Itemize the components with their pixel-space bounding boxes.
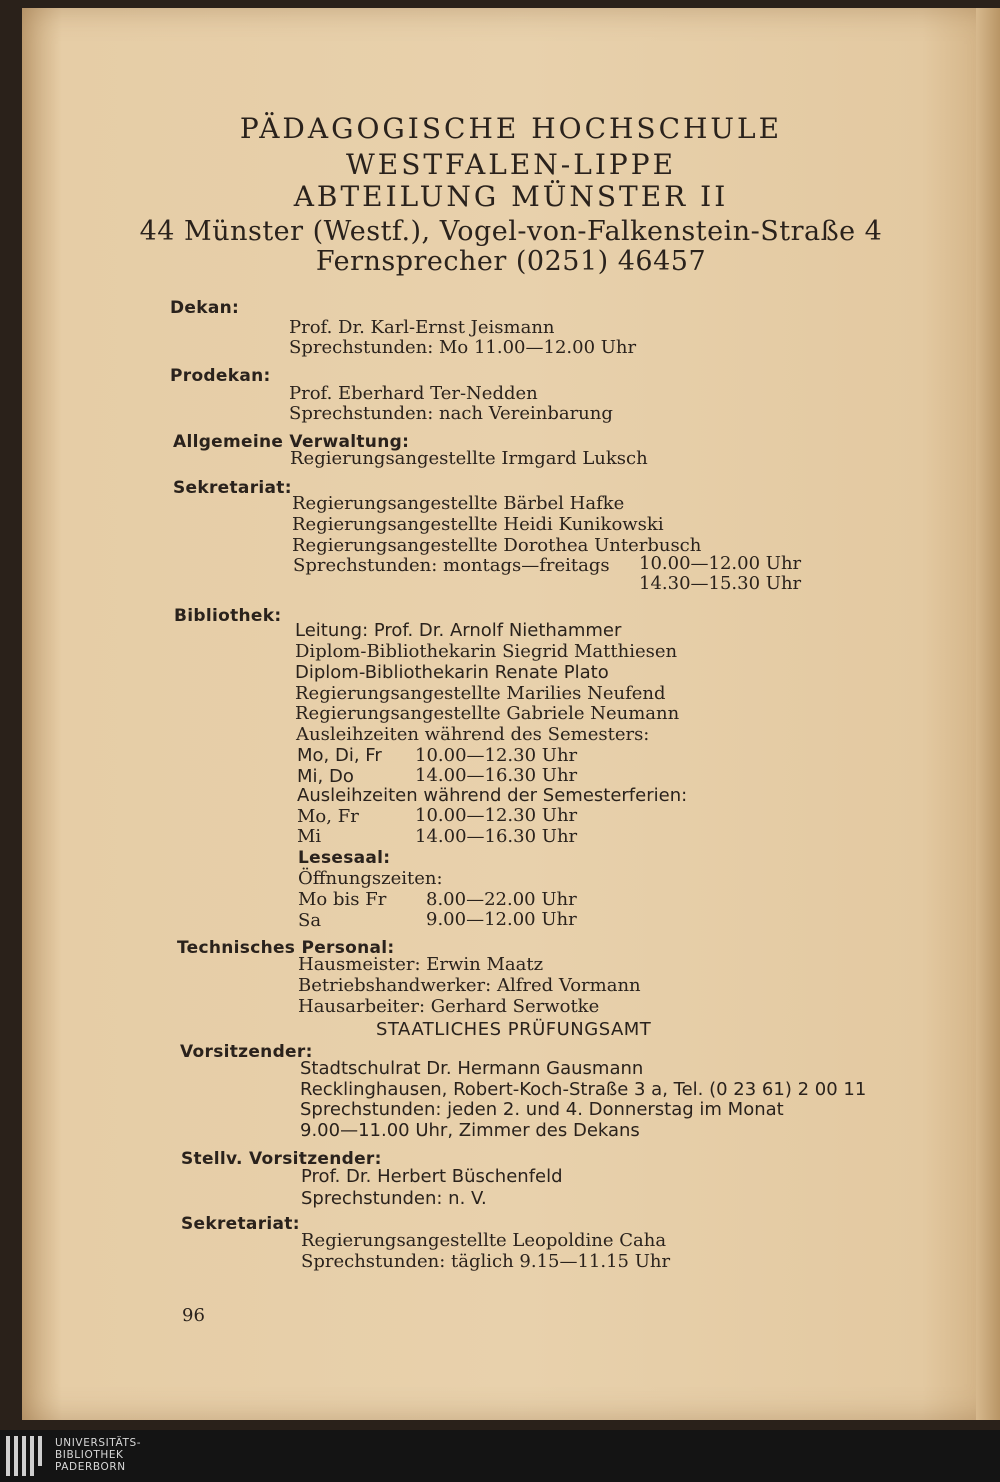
header-region: WESTFALEN-LIPPE — [345, 148, 677, 181]
oeffnung-days-1: Mo bis Fr — [298, 889, 387, 910]
library-logo-text — [55, 1437, 141, 1473]
pruefung-sekretariat-name: Regierungsangestellte Leopoldine Caha — [301, 1230, 667, 1251]
sekretariat-label: Sekretariat: — [173, 478, 292, 498]
semester-days-2: Mi, Do — [297, 766, 354, 787]
technik-staff-3: Hausarbeiter: Gerhard Serwotke — [298, 996, 600, 1017]
pruefung-sekretariat-hours: Sprechstunden: täglich 9.15—11.15 Uhr — [301, 1251, 671, 1272]
semester-label: Ausleihzeiten während des Semesters: — [296, 724, 650, 745]
sekretariat-staff-1: Regierungsangestellte Bärbel Hafke — [292, 493, 625, 514]
dekan-name: Prof. Dr. Karl-Ernst Jeismann — [289, 317, 555, 338]
stellv-label: Stellv. Vorsitzender: — [181, 1149, 382, 1169]
page-number: 96 — [182, 1305, 205, 1326]
sekretariat-staff-2: Regierungsangestellte Heidi Kunikowski — [292, 514, 664, 535]
stellv-name: Prof. Dr. Herbert Büschenfeld — [301, 1166, 563, 1187]
bibliothek-staff-2: Diplom-Bibliothekarin Renate Plato — [295, 662, 609, 683]
bibliothek-leitung: Leitung: Prof. Dr. Arnolf Niethammer — [295, 620, 622, 641]
library-footer — [0, 1430, 1000, 1482]
bibliothek-staff-3: Regierungsangestellte Marilies Neufend — [295, 683, 666, 704]
bibliothek-staff-1: Diplom-Bibliothekarin Siegrid Matthiesen — [295, 641, 678, 662]
oeffnung-time-2: 9.00—12.00 Uhr — [426, 909, 577, 930]
stellv-hours: Sprechstunden: n. V. — [301, 1188, 487, 1209]
pruefung-sekretariat-label: Sekretariat: — [181, 1214, 300, 1234]
book-page — [22, 8, 1000, 1420]
sekretariat-hours-label: Sprechstunden: montags—freitags — [293, 555, 610, 576]
header-address: 44 Münster (Westf.), Vogel-von-Falkenstein-Straße 4 — [139, 216, 883, 247]
sekretariat-hours-2: 14.30—15.30 Uhr — [639, 573, 802, 594]
pruefungsamt-title: STAATLICHES PRÜFUNGSAMT — [376, 1019, 652, 1040]
oeffnung-label: Öffnungszeiten: — [298, 868, 443, 889]
vorsitz-hours-time: 9.00—11.00 Uhr, Zimmer des Dekans — [300, 1120, 640, 1141]
semester-time-2: 14.00—16.30 Uhr — [415, 765, 578, 786]
vorsitz-label: Vorsitzender: — [180, 1042, 313, 1062]
semester-days-1: Mo, Di, Fr — [297, 745, 382, 766]
vorsitz-hours: Sprechstunden: jeden 2. und 4. Donnerstag im Monat — [300, 1099, 784, 1120]
header-institution: PÄDAGOGISCHE HOCHSCHULE — [239, 112, 783, 145]
logo-line-3: PADERBORN — [55, 1461, 126, 1473]
bibliothek-staff-4: Regierungsangestellte Gabriele Neumann — [295, 703, 680, 724]
ferien-days-1: Mo, Fr — [297, 806, 359, 827]
ferien-label: Ausleihzeiten während der Semesterferien: — [297, 785, 688, 806]
prodekan-label: Prodekan: — [170, 366, 271, 386]
vorsitz-address: Recklinghausen, Robert-Koch-Straße 3 a, Tel. (0 23 61) 2 00 11 — [300, 1079, 867, 1100]
ferien-time-1: 10.00—12.30 Uhr — [415, 805, 578, 826]
verwaltung-name: Regierungsangestellte Irmgard Luksch — [290, 448, 648, 469]
dekan-hours: Sprechstunden: Mo 11.00—12.00 Uhr — [289, 337, 637, 358]
prodekan-hours: Sprechstunden: nach Vereinbarung — [289, 403, 613, 424]
dekan-label: Dekan: — [170, 298, 240, 318]
oeffnung-days-2: Sa — [298, 910, 322, 931]
library-logo-icon — [6, 1436, 48, 1476]
verwaltung-label: Allgemeine Verwaltung: — [173, 432, 410, 452]
sekretariat-hours-1: 10.00—12.00 Uhr — [639, 553, 802, 574]
header-phone: Fernsprecher (0251) 46457 — [315, 246, 707, 277]
semester-time-1: 10.00—12.30 Uhr — [415, 745, 578, 766]
technik-staff-1: Hausmeister: Erwin Maatz — [298, 954, 544, 975]
logo-line-2: BIBLIOTHEK — [55, 1449, 124, 1461]
sekretariat-staff-3: Regierungsangestellte Dorothea Unterbusch — [292, 535, 702, 556]
oeffnung-time-1: 8.00—22.00 Uhr — [426, 889, 577, 910]
prodekan-name: Prof. Eberhard Ter-Nedden — [289, 383, 538, 404]
lesesaal-label: Lesesaal: — [298, 848, 391, 868]
technik-staff-2: Betriebshandwerker: Alfred Vormann — [298, 975, 641, 996]
technik-label: Technisches Personal: — [177, 938, 395, 958]
bibliothek-label: Bibliothek: — [174, 606, 282, 626]
ferien-time-2: 14.00—16.30 Uhr — [415, 826, 578, 847]
vorsitz-name: Stadtschulrat Dr. Hermann Gausmann — [300, 1058, 644, 1079]
logo-line-1: UNIVERSITÄTS- — [55, 1437, 142, 1449]
ferien-days-2: Mi — [297, 826, 322, 847]
header-department: ABTEILUNG MÜNSTER II — [293, 180, 729, 213]
